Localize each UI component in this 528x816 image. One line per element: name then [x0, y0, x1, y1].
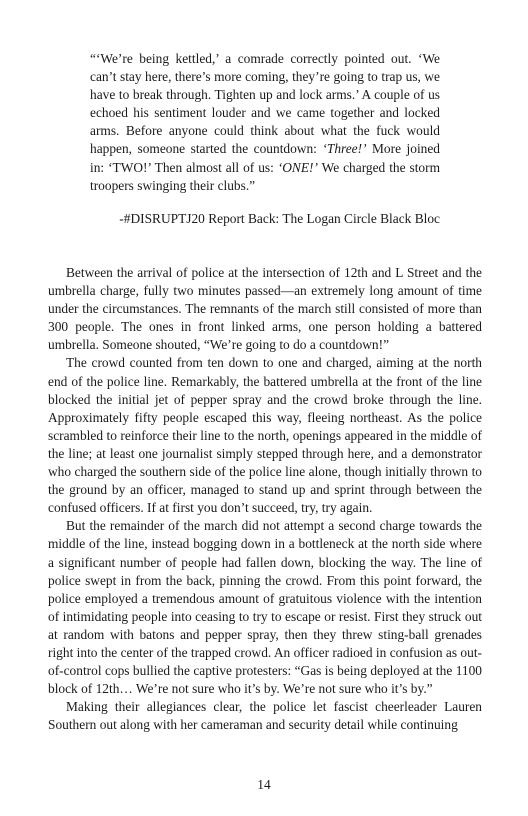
paragraph: Making their allegiances clear, the police let fascist cheerleader Lauren Southern out along with her cameraman and security detail while continuing	[48, 699, 482, 733]
quote-text-part1: “‘We’re being kettled,’ a comrade correctly pointed out. ‘We can’t stay here, there’s more coming, they’re going to trap us, we have to break through. Tighten up and lock arms.’ A couple of us echoed his sentiment louder and we came together and locked arms. Before anyone could think about what the fuck would happen, someone started the countdown:	[90, 51, 440, 157]
page-number: 14	[257, 777, 271, 792]
body-text	[48, 264, 482, 734]
block-quote	[90, 50, 440, 195]
quote-countdown-one: ‘ONE!’	[277, 159, 318, 175]
quote-text	[90, 50, 440, 195]
paragraph: Between the arrival of police at the intersection of 12th and L Street and the umbrella charge, fully two minutes passed—an extremely long amount of time under the circumstances. The remnants of the march still consisted of more than 300 people. The ones in front linked arms, one person holding a battered umbrella. Someone shouted, “We’re going to do a countdown!”	[48, 265, 482, 353]
paragraph: The crowd counted from ten down to one and charged, aiming at the north end of the police line. Remarkably, the battered umbrella at the front of the line blocked the initial jet of pepper spray and the crowd broke through the line. Approximately fifty people escaped this way, fleeing northeast. As the police scrambled to reinforce their line to the north, openings appeared in the middle of the line; at least one journalist simply stepped through here, and a demonstrator who charged the southern side of the police line alone, though initially thrown to the ground by an officer, managed to stand up and sprint through between the confused officers. If at first you don’t succeed, try, try again.	[48, 355, 482, 516]
quote-text-part2: More joined in: ‘TWO!’ Then almost all of us:	[90, 141, 441, 175]
quote-countdown-three: ‘Three!’	[322, 141, 367, 157]
quote-text-part3: We charged the storm troopers swinging their clubs.”	[90, 159, 440, 193]
paragraph: But the remainder of the march did not attempt a second charge towards the middle of the line, instead bogging down in a bottleneck at the north side where a significant number of people had fallen down, blocking the way. The line of police swept in from the back, pinning the crowd. From this point forward, the police employed a tremendous amount of gratuitous violence with the intention of intimidating people into ceasing to try to escape or resist. First they struck out at random with batons and pepper spray, then they threw sting-ball grenades right into the center of the trapped crowd. An officer radioed in confusion as out-of-control cops bullied the captive protesters: “Gas is being deployed at the 1100 block of 12th… We’re not sure who it’s by. We’re not sure who it’s by.”	[48, 518, 482, 697]
quote-attribution: -#DISRUPTJ20 Report Back: The Logan Circle Black Bloc	[119, 211, 440, 226]
